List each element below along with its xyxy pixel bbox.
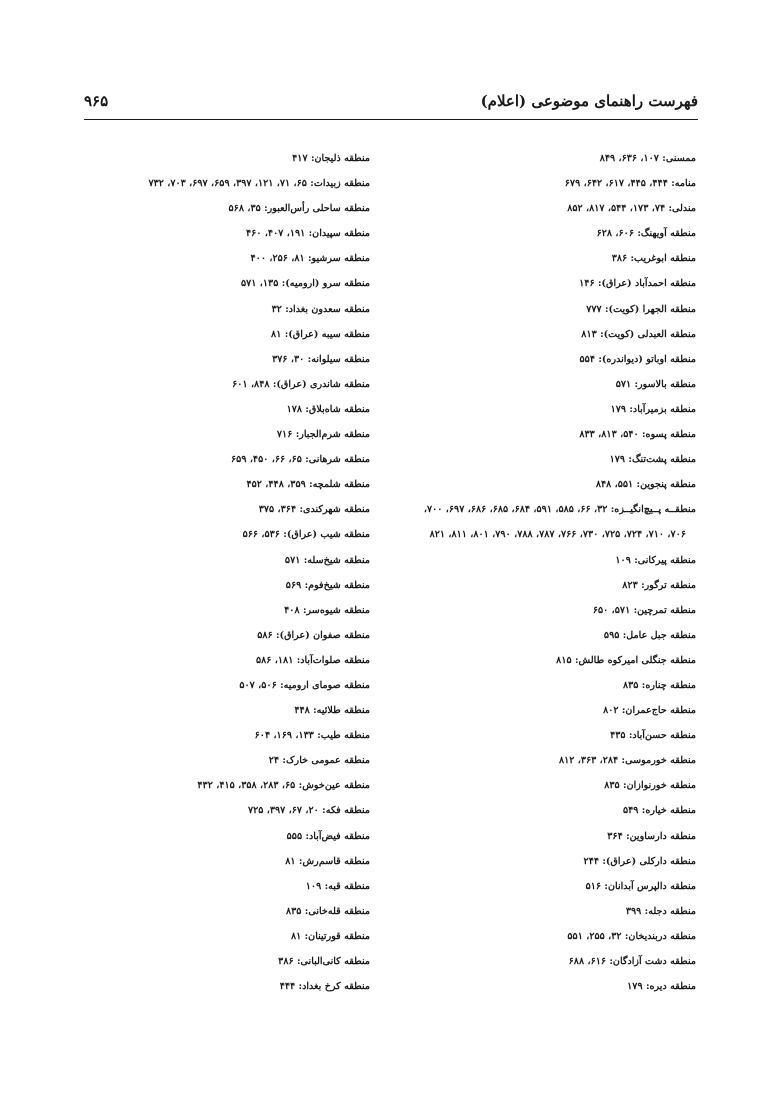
index-entry: منطقه سرو (ارومیه): ۱۳۵، ۵۷۱ <box>241 278 370 290</box>
index-entry: منطقه طلائیه: ۴۴۸ <box>294 705 370 717</box>
index-entry: منطقه زبیدات: ۶۵، ۷۱، ۱۲۱، ۳۹۷، ۶۵۹، ۶۹۷، ۷۰۳، ۷۳۲ <box>148 178 370 190</box>
index-entry: منطقه شهرکندی: ۳۶۴، ۳۷۵ <box>258 504 370 516</box>
index-entry: منطقه فیض‌آباد: ۵۵۵ <box>286 830 370 842</box>
index-entry: منطقه شیب (عراق): ۵۳۶، ۵۶۶ <box>242 529 370 541</box>
header-rule <box>84 119 698 120</box>
index-entry: منطقه الجهرا (کویت): ۷۷۷ <box>586 303 696 315</box>
index-entry: منطقه جبل عامل: ۵۹۵ <box>603 629 696 641</box>
index-entry: منطقه قبه: ۱۰۹ <box>305 880 370 892</box>
index-entry: مندلی: ۷۴، ۱۷۳، ۵۴۴، ۸۱۷، ۸۵۲ <box>567 203 696 215</box>
index-entry: منطقه شرهانی: ۶۵، ۶۶، ۴۵۰، ۶۵۹ <box>231 454 370 466</box>
index-entry: منطقه صلوات‌آباد: ۱۸۱، ۵۸۶ <box>255 654 370 666</box>
index-entry: منطقه دارساوین: ۳۶۴ <box>607 830 696 842</box>
index-entry: منطقه قاسم‌رش: ۸۱ <box>285 855 370 867</box>
index-entry: منطقه بزمیرآباد: ۱۷۹ <box>610 403 696 415</box>
index-entry: منطقه پیرکانی: ۱۰۹ <box>615 554 696 566</box>
index-entry: منطقه سعدون بغداد: ۳۲ <box>271 303 370 315</box>
index-entry: منطقه دالپرس آبدانان: ۵۱۶ <box>585 880 696 892</box>
index-entry: منامه: ۴۴۴، ۴۴۵، ۶۱۷، ۶۴۲، ۶۷۹ <box>564 178 696 190</box>
index-entry: منطقه بالاسور: ۵۷۱ <box>615 378 696 390</box>
index-entry: منطقه پشت‌تنگ: ۱۷۹ <box>609 454 696 466</box>
index-entry: منطقه خیاره: ۵۴۹ <box>623 805 696 817</box>
index-entry: ممسنی: ۱۰۷، ۶۳۶، ۸۴۹ <box>599 153 696 164</box>
index-entry: منطقه شیخ‌فوم: ۵۶۹ <box>285 579 370 591</box>
index-entry: منطقه شاه‌بلاق: ۱۷۸ <box>286 403 370 415</box>
index-entry: منطقه دشت آزادگان: ۶۱۶، ۶۸۸ <box>568 956 696 967</box>
index-entry: منطقه سیبه (عراق): ۸۱ <box>271 328 370 340</box>
index-entry: منطقه شلمچه: ۳۵۹، ۴۴۸، ۴۵۲ <box>246 479 370 491</box>
index-entry: منطقه ساحلی رأس‌العبور: ۳۵، ۵۶۸ <box>228 203 370 215</box>
index-entry: منطقه شاندری (عراق): ۸۴۸، ۶۰۱ <box>232 378 370 390</box>
page-header <box>84 92 698 114</box>
index-entry: منطقه عمومی خارک: ۲۴ <box>268 755 370 767</box>
index-entry: ۷۰۶، ۷۱۰، ۷۲۴، ۷۲۵، ۷۳۰، ۷۶۶، ۷۸۷، ۷۸۸، ۷۹۰، ۸۰۱، ۸۱۱، ۸۲۱ <box>429 529 686 541</box>
index-entry: منطقه شیوه‌سر: ۴۰۸ <box>284 604 370 616</box>
index-entry: منطقه ابوغریب: ۳۸۶ <box>611 253 696 265</box>
index-entry: منطقه فکه: ۲۰، ۶۷، ۳۹۷، ۷۲۵ <box>247 805 370 817</box>
index-entry: منطقه شرم‌الجبار: ۷۱۶ <box>276 429 370 441</box>
index-entry: منطقه دربندیخان: ۳۲، ۲۵۵، ۵۵۱ <box>567 930 696 942</box>
index-entry: منطقه سرشیو: ۸۱، ۲۵۶، ۴۰۰ <box>250 253 370 265</box>
index-entry: منطقه احمدآباد (عراق): ۱۴۶ <box>579 278 696 290</box>
running-title: فهرست راهنمای موضوعی (اعلام) <box>480 92 698 110</box>
index-entry: منطقه دجله: ۳۹۹ <box>625 905 696 917</box>
index-entry: منطقه خورنوازان: ۸۳۵ <box>604 780 696 792</box>
index-entry: منطقه العبدلی (کویت): ۸۱۳ <box>581 328 696 340</box>
index-entry: منطقه حسن‌آباد: ۴۳۵ <box>610 730 696 742</box>
index-entry: منطقه دارکلی (عراق): ۲۴۴ <box>583 855 696 867</box>
index-entry: منطقه طیب: ۱۳۳، ۱۶۹، ۶۰۴ <box>254 730 370 742</box>
index-entry: منطقه عین‌خوش: ۶۵، ۲۸۳، ۳۵۸، ۴۱۵، ۴۳۲ <box>197 780 370 792</box>
index-entry: منطقه ذلیجان: ۴۱۷ <box>292 153 370 164</box>
index-entry: منطقه قورتینان: ۸۱ <box>290 930 370 942</box>
index-entry: منطقه چناره: ۸۳۵ <box>623 679 696 691</box>
index-entry: منطقه خورموسی: ۲۸۴، ۳۶۳، ۸۱۲ <box>558 755 696 767</box>
index-entry: منطقه تمرچین: ۵۷۱، ۶۵۰ <box>592 604 696 616</box>
index-column-left <box>70 150 370 1003</box>
index-entry: منطقه سپیدان: ۱۹۱، ۴۰۷، ۴۶۰ <box>246 228 370 240</box>
index-entry: منطقه شیخ‌سله: ۵۷۱ <box>284 554 370 566</box>
index-entry: منطقه جنگلی امیرکوه طالش: ۸۱۵ <box>556 654 696 666</box>
index-entry: منطقه دیره: ۱۷۹ <box>627 981 696 993</box>
index-entry: منطقه پسوه: ۵۴۰، ۸۱۳، ۸۳۳ <box>579 429 696 441</box>
index-column-right <box>396 150 696 1003</box>
index-entry: منطقه صومای ارومیه: ۵۰۶، ۵۰۷ <box>239 679 370 691</box>
index-entry: منطقه صفوان (عراق): ۵۸۶ <box>257 629 370 641</box>
index-entry: منطقه آویهنگ: ۶۰۶، ۶۲۸ <box>596 228 696 240</box>
index-entry: منطقه ترگور: ۸۲۳ <box>622 579 696 591</box>
index-entry: منطقه سیلوانه: ۳۰، ۳۷۶ <box>272 353 370 365</box>
index-entry: منطقه پنجوین: ۵۵۱، ۸۴۸ <box>595 479 696 491</box>
index-entry: منطقه اوباتو (دیواندره): ۵۵۴ <box>579 353 696 365</box>
index-entry: منطقه کانی‌البانی: ۳۸۶ <box>278 956 370 967</box>
index-entry: منطقــه پــیچ‌انگیــزه: ۳۲، ۶۶، ۵۸۵، ۵۹۱، ۶۸۴، ۶۸۵، ۶۸۶، ۶۹۷، ۷۰۰، <box>423 504 696 516</box>
index-entry: منطقه قله‌خانی: ۸۳۵ <box>285 905 370 917</box>
index-entry: منطقه کرخ بغداد: ۴۴۴ <box>279 981 370 993</box>
index-entry: منطقه حاج‌عمران: ۸۰۲ <box>603 705 696 717</box>
page-number: ۹۶۵ <box>84 92 109 110</box>
